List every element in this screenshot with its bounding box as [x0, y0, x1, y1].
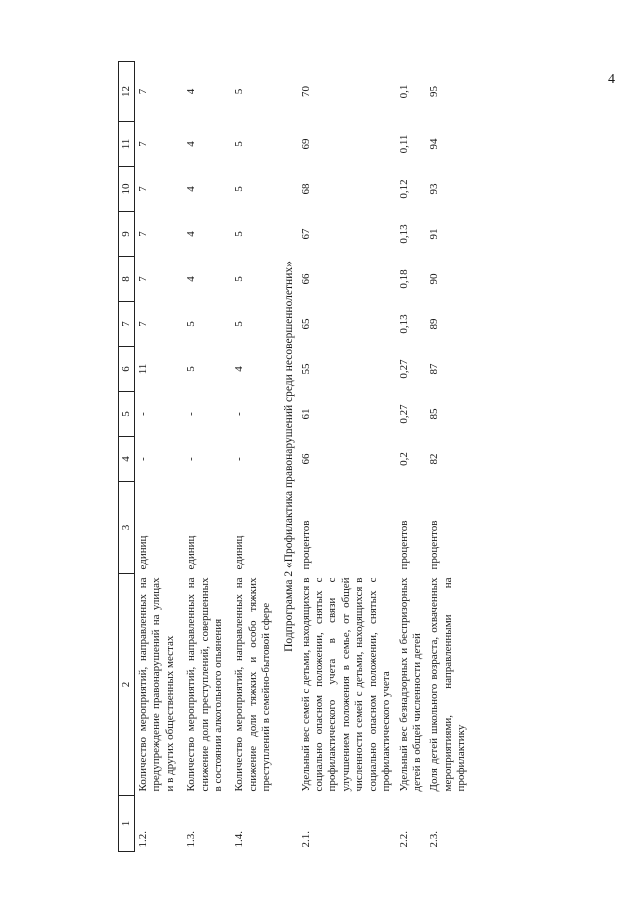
value-col-8: 0,18 — [397, 269, 410, 289]
unit: процентов — [428, 520, 441, 570]
unit: процентов — [299, 520, 312, 570]
header-col-7: 7 — [119, 302, 135, 347]
row-number: 2.1. — [299, 831, 312, 848]
value-col-8: 4 — [185, 276, 198, 282]
row-number: 1.3. — [185, 831, 198, 848]
value-col-8: 66 — [299, 273, 312, 285]
value-col-10: 68 — [299, 183, 312, 195]
table-row — [426, 62, 470, 852]
value-col-9: 4 — [185, 231, 198, 237]
table-header-row — [119, 62, 135, 852]
value-col-12: 95 — [428, 86, 441, 97]
table-row — [298, 62, 396, 852]
header-col-10: 10 — [119, 167, 135, 212]
header-col-4: 4 — [119, 437, 135, 482]
value-col-12: 5 — [233, 88, 246, 95]
value-col-4: 66 — [299, 453, 312, 465]
table-row — [183, 62, 231, 852]
unit: единиц — [233, 535, 246, 570]
value-col-8: 7 — [137, 276, 149, 282]
header-col-3: 3 — [119, 482, 135, 574]
value-col-8: 90 — [428, 273, 441, 285]
indicator-name: Доля детей школьного возраста, охваченных мероприятиями, направленными на профилактику — [428, 577, 468, 792]
value-col-5: - — [233, 412, 246, 416]
value-col-10: 5 — [233, 186, 246, 192]
value-col-6: 11 — [137, 363, 149, 375]
value-col-7: 65 — [299, 318, 312, 330]
value-col-4: 0,2 — [397, 452, 410, 466]
table-row — [231, 62, 279, 852]
table-row — [135, 62, 184, 852]
value-col-11: 7 — [137, 141, 149, 147]
row-number: 2.3. — [428, 831, 441, 848]
value-col-7: 5 — [233, 321, 246, 327]
value-col-9: 67 — [299, 228, 312, 240]
value-col-11: 5 — [233, 141, 246, 147]
unit: процентов — [397, 520, 410, 570]
value-col-11: 0,11 — [397, 134, 410, 154]
value-col-5: 0,27 — [397, 404, 410, 424]
value-col-9: 7 — [137, 231, 149, 237]
value-col-10: 0,12 — [397, 179, 410, 199]
header-col-8: 8 — [119, 257, 135, 302]
value-col-9: 91 — [428, 228, 441, 240]
subprogram-heading-row — [280, 62, 298, 852]
value-col-6: 87 — [428, 363, 441, 375]
value-col-11: 69 — [299, 138, 312, 150]
value-col-7: 5 — [185, 321, 198, 327]
value-col-6: 5 — [185, 366, 198, 372]
value-col-6: 4 — [233, 366, 246, 372]
value-col-12: 0,1 — [397, 84, 410, 99]
page-number: 4 — [608, 72, 615, 87]
value-col-5: 85 — [428, 408, 441, 420]
value-col-12: 4 — [185, 88, 198, 95]
value-col-5: 61 — [299, 408, 312, 420]
indicator-name: Количество мероприятий, направленных на предупреждение правонарушений на улицах и в других общественных местах — [137, 577, 176, 792]
value-col-6: 55 — [299, 363, 312, 375]
header-col-11: 11 — [119, 122, 135, 167]
header-col-1: 1 — [119, 796, 135, 852]
value-col-4: - — [137, 457, 149, 461]
indicator-name: Удельный вес семей с детьми, находящихся в социально опасном положении, снятых с профилактического учета в связи с улучшением положения в семье, от общей численности семей с детьми, находящихся в социально опасном положении, снятых с профилактического учета — [299, 577, 393, 792]
value-col-4: - — [185, 457, 198, 461]
value-col-6: 0,27 — [397, 359, 410, 379]
indicator-name: Удельный вес безнадзорных и беспризорных детей в общей численности детей — [397, 577, 423, 792]
value-col-10: 93 — [428, 183, 441, 195]
value-col-5: - — [137, 412, 149, 416]
header-col-5: 5 — [119, 392, 135, 437]
value-col-7: 7 — [137, 321, 149, 327]
indicator-name: Количество мероприятий, направленных на снижение доли преступлений, совершенных в состоянии алкогольного опьянения — [185, 577, 225, 792]
value-col-12: 70 — [299, 86, 312, 97]
value-col-5: - — [185, 412, 198, 416]
value-col-7: 89 — [428, 318, 441, 330]
header-col-2: 2 — [119, 574, 135, 796]
header-col-6: 6 — [119, 347, 135, 392]
value-col-9: 5 — [233, 231, 246, 237]
indicators-table — [118, 61, 471, 852]
indicator-name: Количество мероприятий, направленных на снижение доли тяжких и особо тяжких преступлений в семейно-бытовой сфере — [233, 577, 273, 792]
rotated-table-container — [118, 62, 633, 852]
row-number: 1.4. — [233, 831, 246, 848]
value-col-4: - — [233, 457, 246, 461]
table-row — [396, 62, 427, 852]
value-col-11: 4 — [185, 141, 198, 147]
header-col-12: 12 — [119, 62, 135, 122]
value-col-11: 94 — [428, 138, 441, 150]
value-col-4: 82 — [428, 453, 441, 465]
value-col-10: 4 — [185, 186, 198, 192]
row-number: 2.2. — [397, 831, 410, 848]
unit: единиц — [137, 535, 149, 570]
row-number: 1.2. — [137, 831, 149, 848]
value-col-7: 0,13 — [397, 314, 410, 334]
value-col-12: 7 — [137, 88, 149, 95]
value-col-9: 0,13 — [397, 224, 410, 244]
header-col-9: 9 — [119, 212, 135, 257]
value-col-8: 5 — [233, 276, 246, 282]
unit: единиц — [185, 535, 198, 570]
subprogram-title: Подпрограмма 2 «Профилактика правонарушений среди несовершеннолетних» — [282, 261, 295, 652]
value-col-10: 7 — [137, 186, 149, 192]
